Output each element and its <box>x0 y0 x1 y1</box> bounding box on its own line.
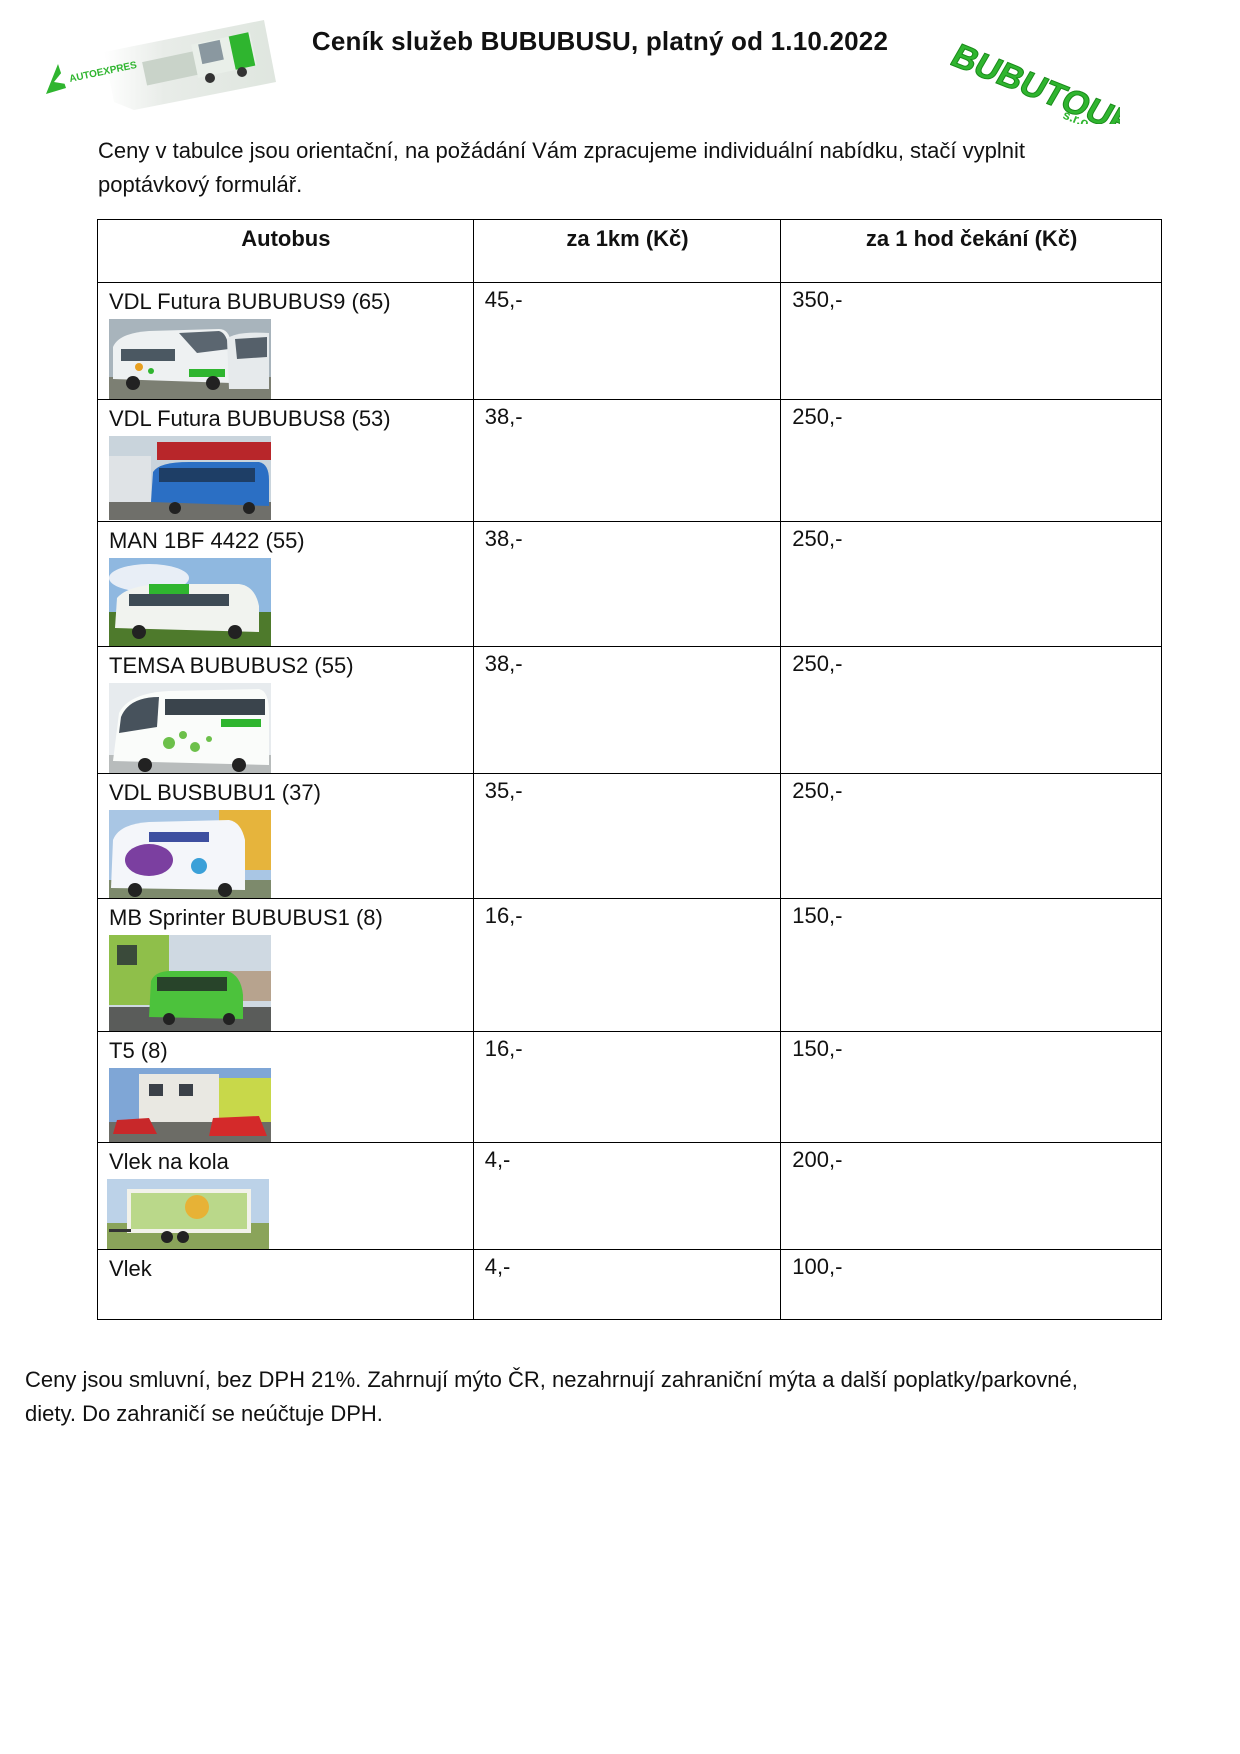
price-per-km-cell: 38,- <box>473 647 781 774</box>
bubutour-logo-text: BUBUTOUR <box>950 37 1120 124</box>
bus-name: VDL Futura BUBUBUS8 (53) <box>109 406 391 431</box>
footer-line-2: diety. Do zahraničí se neúčtuje DPH. <box>25 1401 383 1426</box>
header-bus: Autobus <box>98 220 474 283</box>
intro-line-2: poptávkový formulář. <box>98 172 303 197</box>
bus-name: MB Sprinter BUBUBUS1 (8) <box>109 905 383 930</box>
price-per-hour-cell: 250,- <box>781 774 1162 899</box>
price-per-hour-cell: 250,- <box>781 647 1162 774</box>
bubutour-logo <box>950 22 1120 124</box>
price-per-km-cell: 16,- <box>473 1032 781 1143</box>
price-per-hour-cell: 150,- <box>781 899 1162 1032</box>
bus-name: VDL Futura BUBUBUS9 (65) <box>109 289 391 314</box>
bus-photo-building-cars <box>109 1068 271 1142</box>
footer-line-1: Ceny jsou smluvní, bez DPH 21%. Zahrnují mýto ČR, nezahrnují zahraniční mýta a další poplatky/parkovné, <box>25 1367 1078 1392</box>
price-per-km-cell: 4,- <box>473 1143 781 1250</box>
table-row <box>98 1250 1162 1320</box>
price-per-hour-cell: 150,- <box>781 1032 1162 1143</box>
table-row <box>98 1143 1162 1250</box>
price-per-km-cell: 16,- <box>473 899 781 1032</box>
bus-cell <box>98 1032 474 1143</box>
price-per-km-cell: 45,- <box>473 283 781 400</box>
bus-photo-coach-graphics <box>109 810 271 898</box>
table-row <box>98 400 1162 522</box>
bus-cell <box>98 1143 474 1250</box>
bus-photo-van-green <box>109 935 271 1031</box>
price-per-hour-cell: 350,- <box>781 283 1162 400</box>
price-per-km-cell: 35,- <box>473 774 781 899</box>
autoexpres-logo-text: AUTOEXPRES <box>68 59 138 85</box>
bus-cell <box>98 899 474 1032</box>
bus-cell <box>98 522 474 647</box>
table-row <box>98 774 1162 899</box>
price-per-km-cell: 4,- <box>473 1250 781 1320</box>
intro-line-1: Ceny v tabulce jsou orientační, na požádání Vám zpracujeme individuální nabídku, stačí vyplnit <box>98 138 1025 163</box>
autoexpres-logo <box>44 12 276 114</box>
price-table <box>97 219 1162 1320</box>
table-header-row <box>98 220 1162 283</box>
header-per-hour: za 1 hod čekání (Kč) <box>781 220 1162 283</box>
table-row <box>98 647 1162 774</box>
price-per-hour-cell: 100,- <box>781 1250 1162 1320</box>
bus-cell <box>98 400 474 522</box>
price-per-hour-cell: 250,- <box>781 400 1162 522</box>
bus-name: T5 (8) <box>109 1038 168 1063</box>
bus-cell <box>98 647 474 774</box>
price-per-hour-cell: 250,- <box>781 522 1162 647</box>
price-per-km-cell: 38,- <box>473 522 781 647</box>
header-per-km: za 1km (Kč) <box>473 220 781 283</box>
table-row <box>98 1032 1162 1143</box>
price-per-km-cell: 38,- <box>473 400 781 522</box>
bus-photo-coach-blue <box>109 436 271 520</box>
bus-photo-coach-silver <box>109 319 271 399</box>
table-row <box>98 283 1162 400</box>
table-row <box>98 899 1162 1032</box>
bus-photo-coach-white <box>109 558 271 646</box>
intro-text <box>98 134 1098 202</box>
bus-name: Vlek <box>109 1256 152 1281</box>
bus-cell <box>98 1250 474 1320</box>
bus-name: Vlek na kola <box>109 1149 229 1174</box>
price-per-hour-cell: 200,- <box>781 1143 1162 1250</box>
bus-name: VDL BUSBUBU1 (37) <box>109 780 321 805</box>
table-row <box>98 522 1162 647</box>
bus-name: MAN 1BF 4422 (55) <box>109 528 305 553</box>
bus-cell <box>98 774 474 899</box>
bus-cell <box>98 283 474 400</box>
bus-photo-coach-green-dots <box>109 683 271 773</box>
bus-photo-trailer <box>107 1179 269 1249</box>
page-title: Ceník služeb BUBUBUSU, platný od 1.10.2022 <box>311 26 889 56</box>
svg-text:s.r.o.: s.r.o. <box>1060 106 1095 124</box>
bus-name: TEMSA BUBUBUS2 (55) <box>109 653 354 678</box>
footer-note <box>25 1363 1185 1431</box>
